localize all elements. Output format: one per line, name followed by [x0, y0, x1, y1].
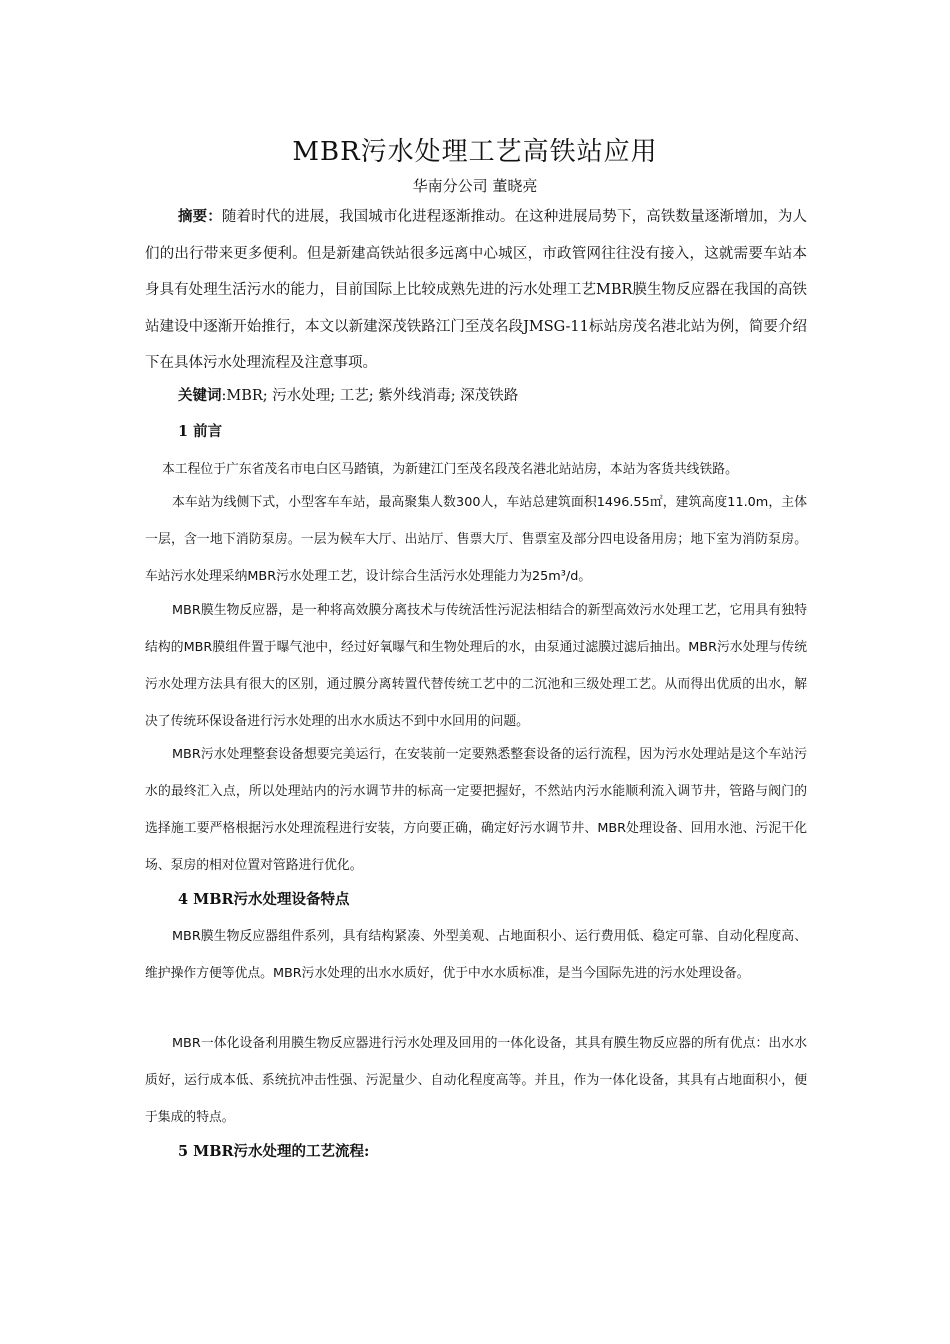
- abstract-label: 摘要：: [178, 209, 222, 225]
- section-heading-features: 4 MBR污水处理设备特点: [178, 891, 350, 908]
- keywords-text: :MBR; 污水处理; 工艺; 紫外线消毒; 深茂铁路: [221, 388, 519, 404]
- author-line: 华南分公司 董晓亮: [412, 177, 538, 195]
- keywords-label: 关键词: [178, 388, 222, 404]
- body-paragraph: MBR膜生物反应器，是一种将高效膜分离技术与传统活性污泥法相结合的新型高效污水处理工艺，它用具有独特结构的MBR膜组件置于曝气池中，经过好氧曝气和生物处理后的水，由泵通过滤膜过滤后抽出。MBR污水处理与传统污水处理方法具有很大的区别，通过膜分离转置代替传统工艺中的二沉池和三级处理工艺。从而得出优质的出水，解决了传统环保设备进行污水处理的出水水质达不到中水回用的问题。: [145, 603, 807, 729]
- section-heading-process: 5 MBR污水处理的工艺流程:: [178, 1143, 370, 1160]
- abstract-paragraph: [145, 199, 807, 382]
- body-paragraph: 本工程位于广东省茂名市电白区马踏镇，为新建江门至茂名段茂名港北站站房，本站为客货共线铁路。: [162, 462, 738, 477]
- page-title: MBR污水处理工艺高铁站应用: [292, 137, 658, 167]
- body-paragraph: 本车站为线侧下式，小型客车车站，最高聚集人数300人，车站总建筑面积1496.55㎡，建筑高度11.0m，主体一层，含一地下消防泵房。一层为候车大厅、出站厅、售票大厅、售票室及部分四电设备用房；地下室为消防泵房。车站污水处理采纳MBR污水处理工艺，设计综合生活污水处理能力为25m³/d。: [145, 495, 807, 584]
- body-paragraph: MBR污水处理整套设备想要完美运行，在安装前一定要熟悉整套设备的运行流程，因为污水处理站是这个车站污水的最终汇入点，所以处理站内的污水调节井的标高一定要把握好，不然站内污水能顺利流入调节井，管路与阀门的选择施工要严格根据污水处理流程进行安装，方向要正确，确定好污水调节井、MBR处理设备、回用水池、污泥干化场、泵房的相对位置对管路进行优化。: [145, 747, 807, 873]
- section-heading-intro: 1 前言: [178, 423, 223, 440]
- abstract-text: 随着时代的进展，我国城市化进程逐渐推动。在这种进展局势下，高铁数量逐渐增加，为人们的出行带来更多便利。但是新建高铁站很多远离中心城区，市政管网往往没有接入，这就需要车站本身具有处理生活污水的能力，目前国际上比较成熟先进的污水处理工艺MBR膜生物反应器在我国的高铁站建设中逐渐开始推行，本文以新建深茂铁路江门至茂名段JMSG-11标站房茂名港北站为例，简要介绍下在具体污水处理流程及注意事项。: [145, 209, 808, 372]
- body-paragraph: MBR膜生物反应器组件系列，具有结构紧凑、外型美观、占地面积小、运行费用低、稳定可靠、自动化程度高、维护操作方便等优点。MBR污水处理的出水水质好，优于中水水质标准，是当今国际先进的污水处理设备。: [145, 929, 807, 981]
- body-paragraph: MBR一体化设备利用膜生物反应器进行污水处理及回用的一体化设备，其具有膜生物反应器的所有优点：出水水质好，运行成本低、系统抗冲击性强、污泥量少、自动化程度高等。并且，作为一体化设备，其具有占地面积小，便于集成的特点。: [145, 1036, 807, 1125]
- keywords-paragraph: [145, 382, 807, 410]
